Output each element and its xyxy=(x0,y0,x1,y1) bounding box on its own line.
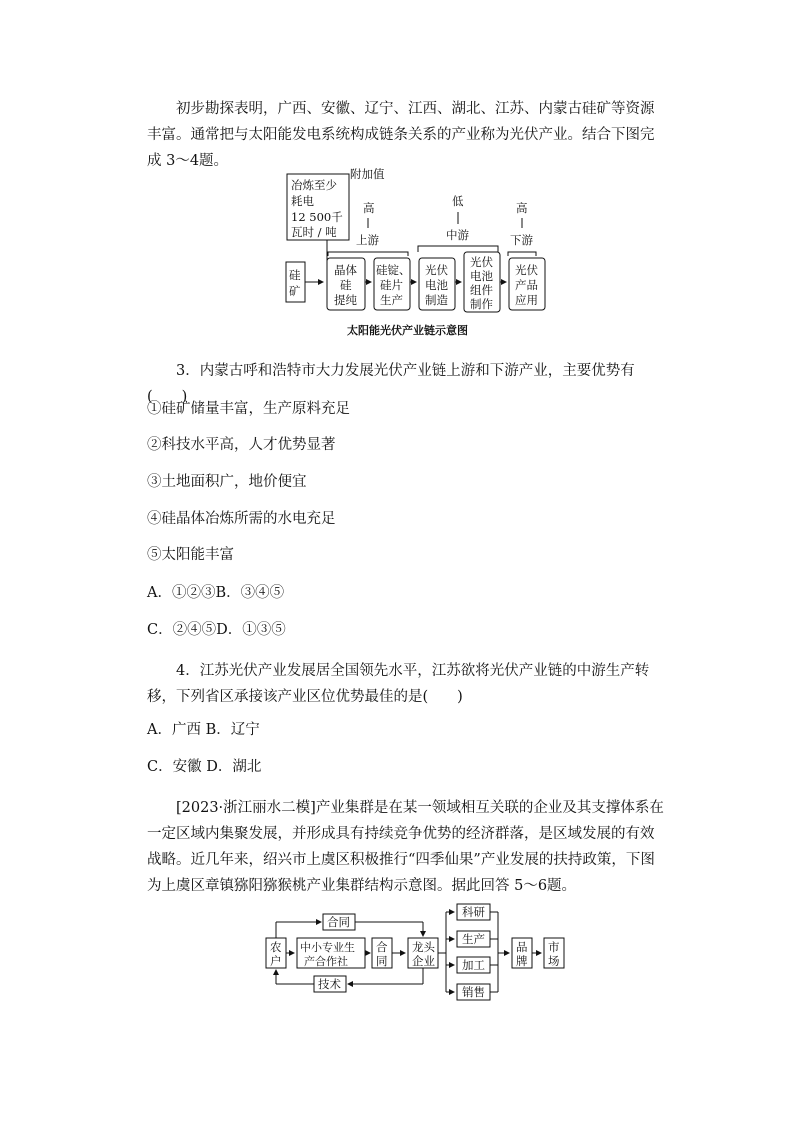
box-leader-l1: 龙头 xyxy=(412,940,435,954)
box-crystal-l2: 硅 xyxy=(340,278,352,292)
q3-item-3: ③土地面积广，地价便宜 xyxy=(147,474,307,490)
intro2-paragraph xyxy=(147,795,667,899)
box-cell-l3: 制造 xyxy=(425,293,448,307)
box-farmer-l2: 户 xyxy=(270,954,282,968)
question-4 xyxy=(147,658,667,710)
downstream-brace xyxy=(508,252,536,256)
box-module-l1: 光伏 xyxy=(470,255,493,269)
box-farmer-l1: 农 xyxy=(270,940,282,954)
midstream-label: 中游 xyxy=(446,228,469,242)
upstream-brace xyxy=(328,252,408,256)
box-ingot-l2: 硅片 xyxy=(380,278,403,292)
kiwi-industry-cluster-diagram xyxy=(260,902,570,1004)
box-brand-l2: 牌 xyxy=(516,954,528,968)
box-cell-l1: 光伏 xyxy=(425,263,448,277)
box-module-l4: 制作 xyxy=(470,297,493,311)
added-value-label: 附加值 xyxy=(350,167,385,181)
q4-stem: 4．江苏光伏产业发展居全国领先水平，江苏欲将光伏产业链的中游生产转移，下列省区承接该产业区位优势最佳的是( ) xyxy=(147,663,650,705)
q3-stem: 3．内蒙古呼和浩特市大力发展光伏产业链上游和下游产业，主要优势有( ) xyxy=(147,363,635,405)
midstream-brace xyxy=(418,246,498,252)
intro2-text: [2023·浙江丽水二模]产业集群是在某一领域相互关联的企业及其支撑体系在一定区域内集聚发展，并形成具有持续竞争优势的经济群落，是区域发展的有效战略。近几年来，绍兴市上虞区积极推行“四季仙果”产业发展的扶持政策，下图为上虞区章镇猕阳猕猴桃产业集群结构示意图。据此回答 5～6题。 xyxy=(147,800,664,894)
box-app-l2: 产品 xyxy=(515,278,538,292)
q3-item-4: ④硅晶体冶炼所需的水电充足 xyxy=(147,511,336,527)
box-leader-l2: 企业 xyxy=(412,954,435,968)
pv-industry-chain-diagram xyxy=(270,160,570,342)
box-ingot-l3: 生产 xyxy=(380,293,403,307)
box-silicon-ore-l2: 矿 xyxy=(289,284,301,298)
upstream-label: 上游 xyxy=(356,233,379,247)
energy-note-line4: 瓦时 / 吨 xyxy=(291,225,337,239)
q3-item-2: ②科技水平高，人才优势显著 xyxy=(147,437,336,453)
q3-options-ab[interactable]: A．①②③B．③④⑤ xyxy=(147,585,285,601)
downstream-high-label: 高 xyxy=(516,201,528,215)
box-contract-mid-l1: 合 xyxy=(376,940,388,954)
box-ingot-l1: 硅锭、 xyxy=(376,263,411,277)
box-tech-label: 技术 xyxy=(318,977,341,991)
downstream-label: 下游 xyxy=(510,233,533,247)
intro-text: 初步勘探表明，广西、安徽、辽宁、江西、湖北、江苏、内蒙古硅矿等资源丰富。通常把与太阳能发电系统构成链条关系的产业称为光伏产业。结合下图完成 3～4题。 xyxy=(147,101,655,169)
box-crystal-l3: 提纯 xyxy=(334,293,357,307)
box-cell-l2: 电池 xyxy=(425,278,448,292)
energy-note-line3: 12 500千 xyxy=(291,210,343,224)
diagram1-caption: 太阳能光伏产业链示意图 xyxy=(347,324,468,337)
box-sales-label: 销售 xyxy=(462,985,485,999)
box-market-l1: 市 xyxy=(548,940,560,954)
q3-item-1: ①硅矿储量丰富，生产原料充足 xyxy=(147,401,350,417)
q4-options-cd[interactable]: C．安徽 D．湖北 xyxy=(147,759,262,775)
energy-note-line1: 冶炼至少 xyxy=(291,178,337,192)
q3-options-cd[interactable]: C．②④⑤D．①③⑤ xyxy=(147,622,286,638)
box-research-label: 科研 xyxy=(462,905,485,919)
box-market-l2: 场 xyxy=(548,954,560,968)
box-coop-l2: 产合作社 xyxy=(304,955,348,968)
box-processing-label: 加工 xyxy=(462,958,485,972)
box-module-l3: 组件 xyxy=(470,283,493,297)
q3-item-5: ⑤太阳能丰富 xyxy=(147,547,234,563)
box-module-l2: 电池 xyxy=(470,269,493,283)
box-contract-top-label: 合同 xyxy=(327,915,350,929)
q4-options-ab[interactable]: A．广西 B．辽宁 xyxy=(147,722,260,738)
box-production-label: 生产 xyxy=(462,932,485,946)
box-contract-mid-l2: 同 xyxy=(376,954,388,968)
box-crystal-l1: 晶体 xyxy=(334,263,357,277)
box-coop-l1: 中小专业生 xyxy=(300,941,355,954)
box-silicon-ore-l1: 硅 xyxy=(289,268,301,282)
box-app-l3: 应用 xyxy=(515,293,538,307)
box-app-l1: 光伏 xyxy=(515,263,538,277)
upstream-high-label: 高 xyxy=(363,201,375,215)
midstream-low-label: 低 xyxy=(452,194,464,208)
energy-note-line2: 耗电 xyxy=(291,194,314,208)
box-brand-l1: 品 xyxy=(516,940,528,954)
